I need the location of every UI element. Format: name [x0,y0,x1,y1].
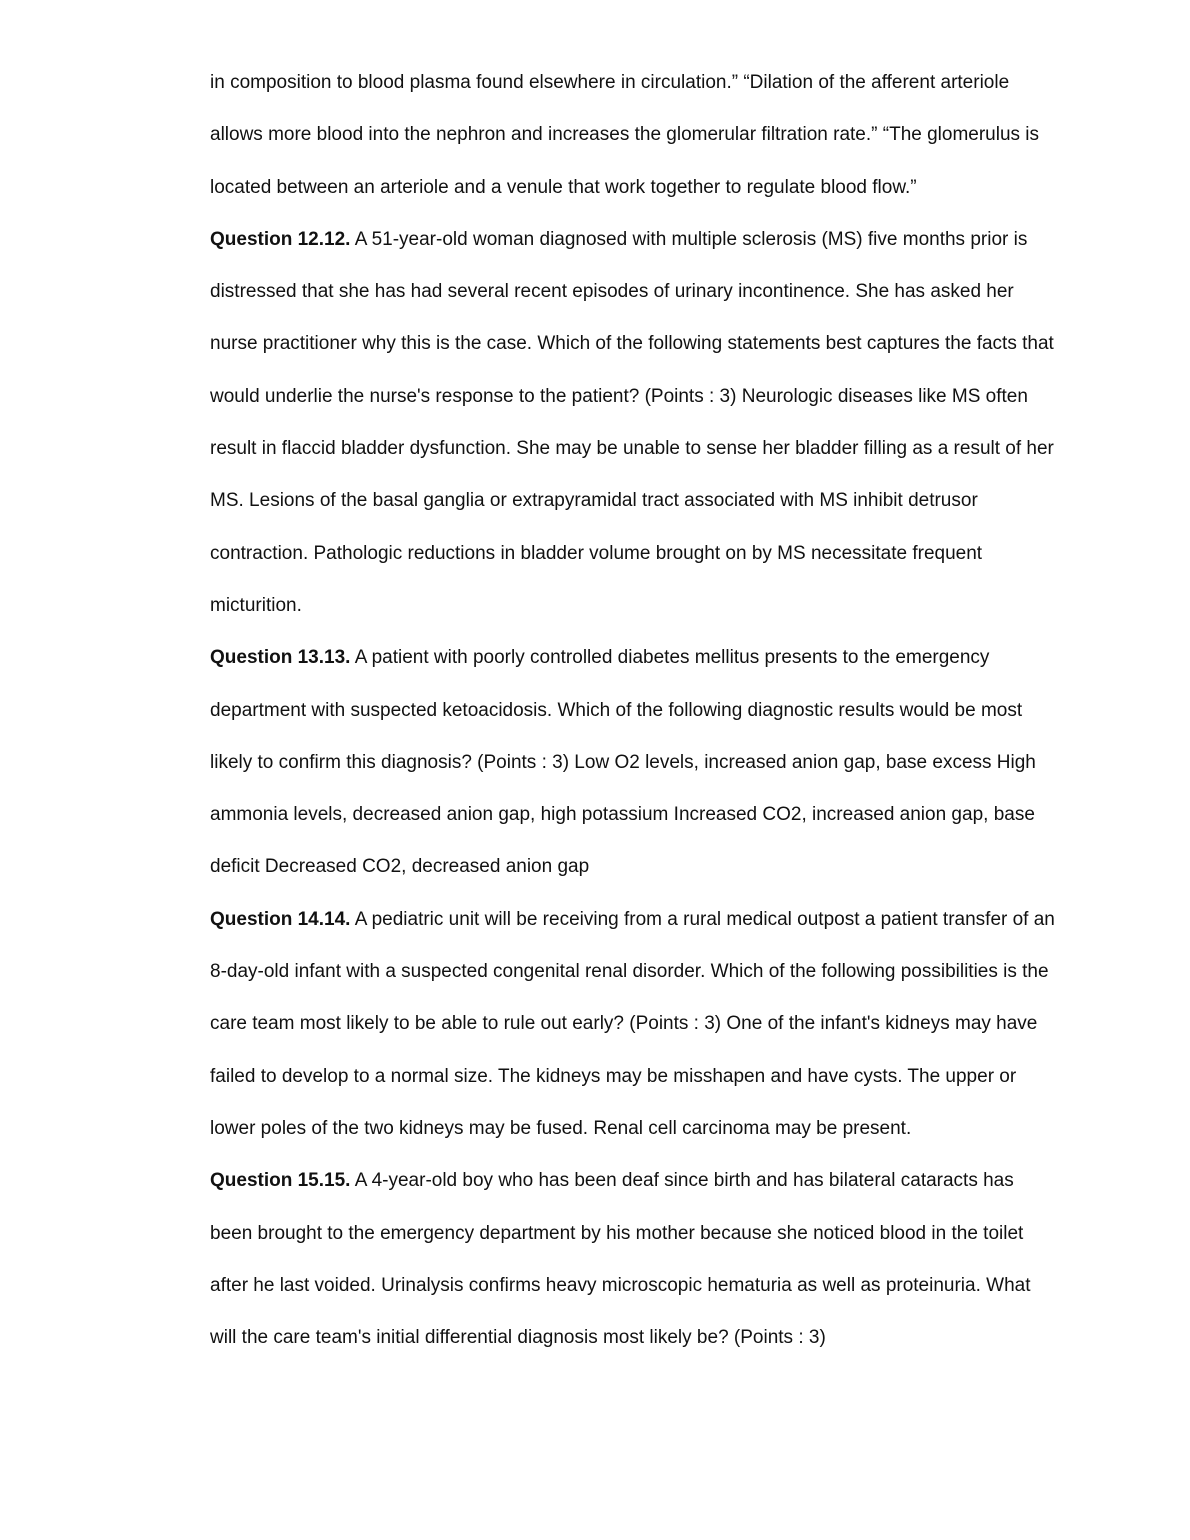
question-15-label: Question 15.15. [210,1170,351,1192]
question-12-label: Question 12.12. [210,228,351,250]
question-15-paragraph [210,1155,1060,1364]
question-13-paragraph [210,632,1060,893]
question-13-label: Question 13.13. [210,647,351,669]
continuation-paragraph: in composition to blood plasma found elsewhere in circulation.” “Dilation of the afferent arteriole allows more blood into the nephron and increases the glomerular filtration rate.” “The glomerulus is located between an arteriole and a venule that work together to regulate blood flow.” [210,72,1040,198]
question-15-text: A 4-year-old boy who has been deaf since birth and has bilateral cataracts has been brought to the emergency department by his mother because she noticed blood in the toilet after he last voided. Urinalysis confirms heavy microscopic hematuria as well as proteinuria. What will the care team's initial differential diagnosis most likely be? (Points : 3) [210,1170,1031,1349]
question-12-paragraph [210,214,1060,632]
question-14-paragraph [210,894,1060,1155]
question-13-text: A patient with poorly controlled diabetes mellitus presents to the emergency department with suspected ketoacidosis. Which of the following diagnostic results would be most likely to confirm this diagnosis? (Points : 3) Low O2 levels, increased anion gap, base excess High ammonia levels, decreased anion gap, high potassium Increased CO2, increased anion gap, base deficit Decreased CO2, decreased anion gap [210,647,1036,878]
document-page [210,57,1060,1364]
question-12-text: A 51-year-old woman diagnosed with multiple sclerosis (MS) five months prior is distressed that she has had several recent episodes of urinary incontinence. She has asked her nurse practitioner why this is the case. Which of the following statements best captures the facts that would underlie the nurse's response to the patient? (Points : 3) Neurologic diseases like MS often result in flaccid bladder dysfunction. She may be unable to sense her bladder filling as a result of her MS. Lesions of the basal ganglia or extrapyramidal tract associated with MS inhibit detrusor contraction. Pathologic reductions in bladder volume brought on by MS necessitate frequent micturition. [210,228,1054,616]
question-14-text: A pediatric unit will be receiving from a rural medical outpost a patient transfer of an 8-day-old infant with a suspected congenital renal disorder. Which of the following possibilities is the care team most likely to be able to rule out early? (Points : 3) One of the infant's kidneys may have failed to develop to a normal size. The kidneys may be misshapen and have cysts. The upper or lower poles of the two kidneys may be fused. Renal cell carcinoma may be present. [210,908,1055,1139]
question-14-label: Question 14.14. [210,908,351,930]
